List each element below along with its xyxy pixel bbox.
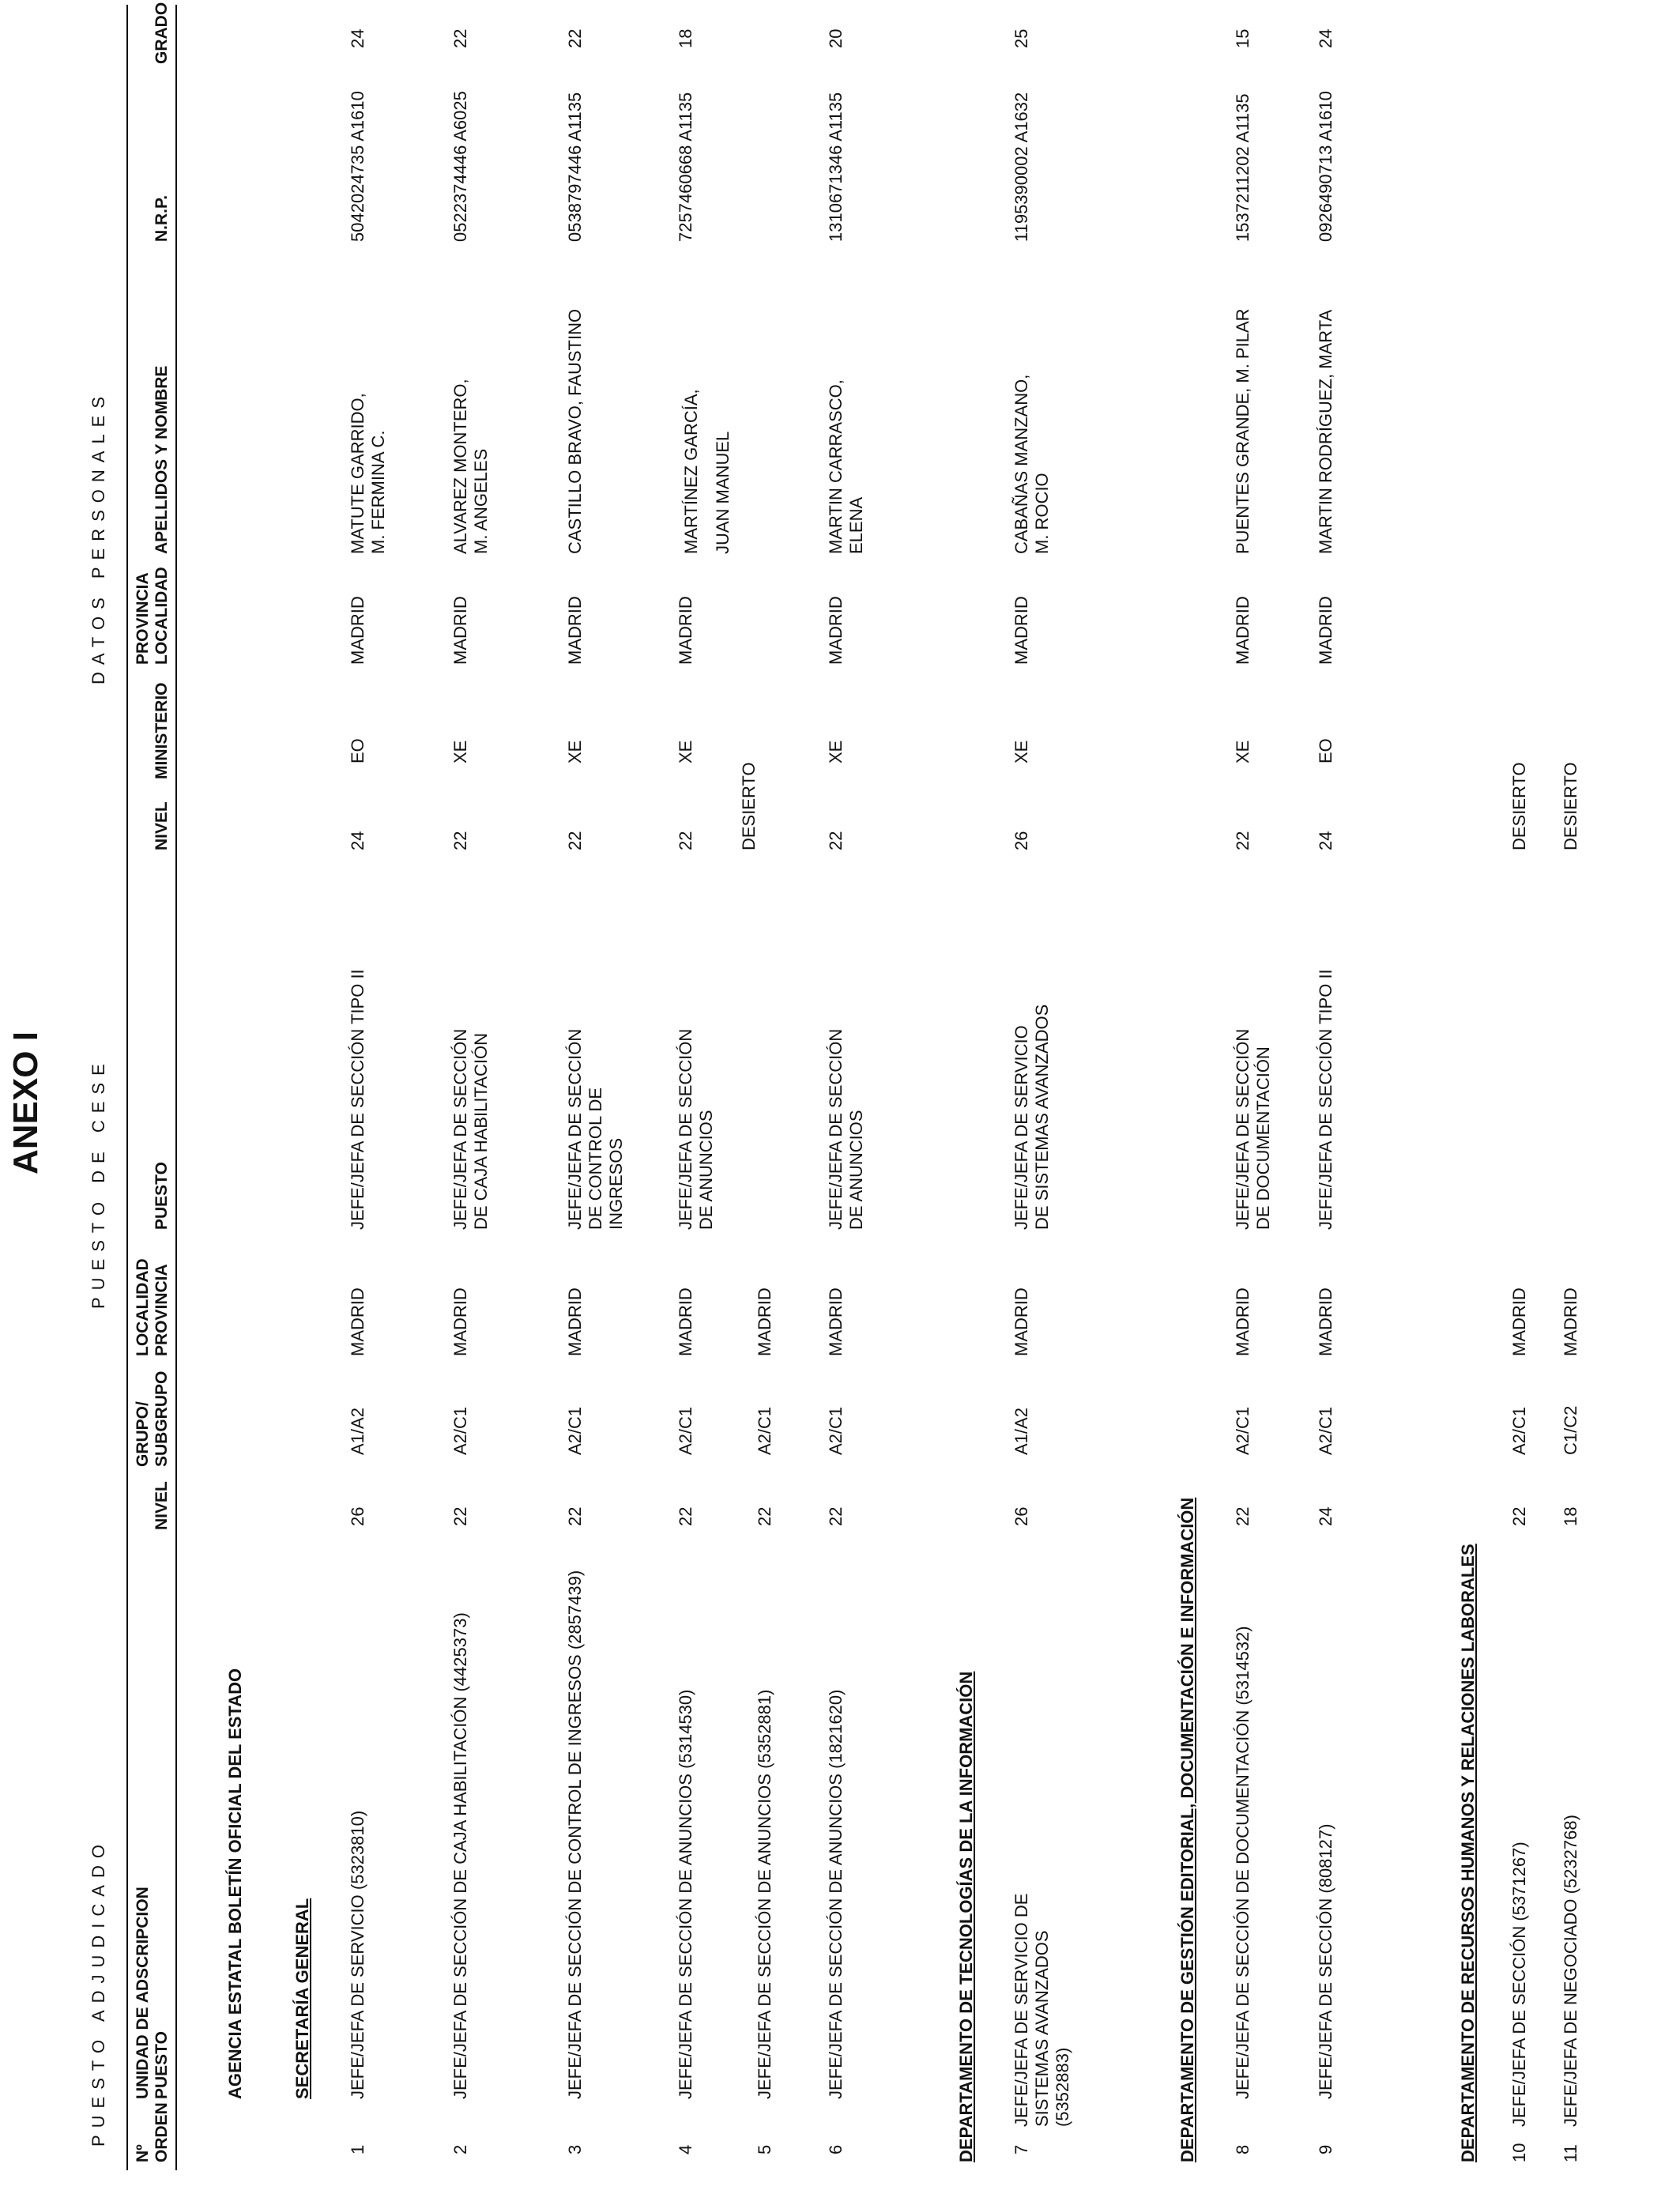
row-8-provincia: MADRID	[1233, 596, 1252, 665]
row-2-nivel: 22	[450, 1506, 470, 1526]
row-1-n: 1	[348, 2144, 367, 2154]
row-11-puesto: JEFE/JEFA DE NEGOCIADO (5232768)	[1561, 1815, 1580, 2127]
row-9-puesto: JEFE/JEFA DE SECCIÓN (808127)	[1316, 1823, 1335, 2099]
row-8-n: 8	[1233, 2144, 1252, 2154]
row-5-n: 5	[755, 2144, 774, 2154]
row-2-puesto: JEFE/JEFA DE SECCIÓN DE CAJA HABILITACIÓN (4425373)	[450, 1612, 470, 2099]
row-10-grupo: A2/C1	[1509, 1406, 1529, 1455]
row-2-localidad: MADRID	[450, 1287, 470, 1356]
header-rule-top	[126, 5, 128, 2170]
row-9-ministerio: EO	[1316, 738, 1335, 763]
row-3-localidad: MADRID	[565, 1287, 585, 1356]
row-5-desierto: DESIERTO	[739, 762, 759, 850]
row-2-cese-nivel: 22	[450, 831, 470, 850]
row-8-ministerio: XE	[1233, 740, 1252, 763]
header-grado: GRADO	[153, 2, 171, 64]
row-4-nombre: MARTÍNEZ GARCÍA, JUAN MANUEL	[681, 389, 733, 554]
row-4-nrp: 7257460668 A1135	[676, 92, 695, 242]
header-unidad-1: UNIDAD DE ADSCRIPCION	[134, 1887, 152, 2099]
row-6-puesto: JEFE/JEFA DE SECCIÓN DE ANUNCIOS (1821620)	[826, 1689, 846, 2099]
row-10-nivel: 22	[1509, 1506, 1529, 1526]
row-6-n: 6	[826, 2144, 846, 2154]
header-nrp: N.R.P.	[153, 194, 171, 242]
header-provincia-1: PROVINCIA	[134, 572, 152, 665]
row-6-provincia: MADRID	[826, 596, 846, 665]
row-9-localidad: MADRID	[1316, 1287, 1335, 1356]
row-6-cese-nivel: 22	[826, 831, 846, 850]
row-10-localidad: MADRID	[1509, 1287, 1529, 1356]
row-10-n: 10	[1509, 2143, 1529, 2162]
header-orden-1: Nº	[134, 2144, 152, 2162]
row-9-provincia: MADRID	[1316, 596, 1335, 665]
row-1-nrp: 5042024735 A1610	[348, 91, 367, 242]
header-rule-bottom	[175, 5, 177, 2170]
row-3-grupo: A2/C1	[565, 1406, 585, 1455]
row-6-cese-puesto: JEFE/JEFA DE SECCIÓN DE ANUNCIOS	[826, 1028, 866, 1230]
row-8-nombre: PUENTES GRANDE, M. PILAR	[1233, 308, 1252, 554]
row-1-ministerio: EO	[348, 738, 367, 763]
row-4-cese-puesto: JEFE/JEFA DE SECCIÓN DE ANUNCIOS	[676, 1028, 716, 1230]
row-8-nivel: 22	[1233, 1506, 1252, 1526]
section-gestion: DEPARTAMENTO DE GESTIÓN EDITORIAL, DOCUMENTACIÓN E INFORMACIÓN	[1177, 1497, 1197, 2162]
row-1-nombre: MATUTE GARRIDO, M. FERMINA C.	[348, 393, 388, 554]
row-2-grado: 22	[450, 28, 470, 48]
row-7-nivel: 26	[1011, 1506, 1031, 1526]
row-7-nombre: CABAÑAS MANZANO, M. ROCIO	[1011, 374, 1052, 554]
row-2-ministerio: XE	[450, 740, 470, 763]
row-4-n: 4	[676, 2144, 695, 2154]
row-9-n: 9	[1316, 2144, 1335, 2154]
row-9-cese-nivel: 24	[1316, 831, 1335, 850]
row-5-grupo: A2/C1	[755, 1406, 774, 1455]
header-ministerio: MINISTERIO	[153, 682, 171, 779]
row-1-nivel: 26	[348, 1506, 367, 1526]
row-5-nivel: 22	[755, 1506, 774, 1526]
header-nivel-cese: NIVEL	[153, 801, 171, 850]
header-localidad-2: PROVINCIA	[153, 1264, 171, 1356]
header-nivel: NIVEL	[153, 1481, 171, 1530]
row-5-localidad: MADRID	[755, 1287, 774, 1356]
row-4-cese-nivel: 22	[676, 831, 695, 850]
row-7-ministerio: XE	[1011, 740, 1031, 763]
section-rrhh: DEPARTAMENTO DE RECURSOS HUMANOS Y RELACIONES LABORALES	[1458, 1544, 1478, 2162]
header-localidad-1: LOCALIDAD	[134, 1258, 152, 1356]
row-8-cese-nivel: 22	[1233, 831, 1252, 850]
row-7-grupo: A1/A2	[1011, 1408, 1031, 1455]
row-2-n: 2	[450, 2144, 470, 2154]
row-3-grado: 22	[565, 28, 585, 48]
row-3-ministerio: XE	[565, 740, 585, 763]
row-1-cese-puesto: JEFE/JEFA DE SECCIÓN TIPO II	[348, 969, 367, 1230]
row-1-puesto: JEFE/JEFA DE SERVICIO (5323810)	[348, 1810, 367, 2099]
row-4-provincia: MADRID	[676, 596, 695, 665]
row-7-grado: 25	[1011, 28, 1031, 48]
row-4-ministerio: XE	[676, 740, 695, 763]
row-7-cese-nivel: 26	[1011, 831, 1031, 850]
row-6-grupo: A2/C1	[826, 1406, 846, 1455]
row-2-cese-puesto: JEFE/JEFA DE SECCIÓN DE CAJA HABILITACIÓN	[450, 1028, 491, 1230]
row-8-cese-puesto: JEFE/JEFA DE SECCIÓN DE DOCUMENTACIÓN	[1233, 1028, 1273, 1230]
row-8-localidad: MADRID	[1233, 1287, 1252, 1356]
row-3-nrp: 0538797446 A1135	[565, 92, 585, 242]
row-4-nivel: 22	[676, 1506, 695, 1526]
row-2-nombre: ALVAREZ MONTERO, M. ANGELES	[450, 379, 491, 554]
group-puesto-cese: PUESTO DE CESE	[89, 1057, 108, 1309]
row-3-cese-puesto: JEFE/JEFA DE SECCIÓN DE CONTROL DE INGRESOS	[565, 1028, 626, 1230]
row-4-grupo: A2/C1	[676, 1406, 695, 1455]
section-tecnologias: DEPARTAMENTO DE TECNOLOGÍAS DE LA INFORMACIÓN	[956, 1671, 976, 2162]
row-11-desierto: DESIERTO	[1561, 762, 1580, 850]
row-6-grado: 20	[826, 28, 846, 48]
row-1-grupo: A1/A2	[348, 1408, 367, 1455]
row-6-nrp: 1310671346 A1135	[826, 92, 846, 242]
row-8-grado: 15	[1233, 28, 1252, 48]
row-2-provincia: MADRID	[450, 596, 470, 665]
group-datos-personales: DATOS PERSONALES	[89, 389, 108, 684]
row-11-grupo: C1/C2	[1561, 1405, 1580, 1455]
row-6-ministerio: XE	[826, 740, 846, 763]
row-3-n: 3	[565, 2144, 585, 2154]
row-11-nivel: 18	[1561, 1506, 1580, 1526]
row-8-grupo: A2/C1	[1233, 1406, 1252, 1455]
row-6-localidad: MADRID	[826, 1287, 846, 1356]
header-provincia-2: LOCALIDAD	[153, 567, 171, 665]
row-1-provincia: MADRID	[348, 596, 367, 665]
section-secretaria: SECRETARÍA GENERAL	[292, 1898, 312, 2099]
agency-title: AGENCIA ESTATAL BOLETÍN OFICIAL DEL ESTADO	[225, 1668, 245, 2099]
row-10-desierto: DESIERTO	[1509, 762, 1529, 850]
row-3-provincia: MADRID	[565, 596, 585, 665]
row-1-grado: 24	[348, 28, 367, 48]
row-2-grupo: A2/C1	[450, 1406, 470, 1455]
group-puesto-adjudicado: PUESTO ADJUDICADO	[89, 1838, 108, 2147]
row-9-nrp: 0926490713 A1610	[1316, 91, 1335, 242]
row-7-provincia: MADRID	[1011, 596, 1031, 665]
row-7-puesto: JEFE/JEFA DE SERVICIO DE SISTEMAS AVANZADOS (5352883)	[1011, 1893, 1072, 2127]
row-3-cese-nivel: 22	[565, 831, 585, 850]
row-7-n: 7	[1011, 2144, 1031, 2154]
row-9-cese-puesto: JEFE/JEFA DE SECCIÓN TIPO II	[1316, 969, 1335, 1230]
row-3-nivel: 22	[565, 1506, 585, 1526]
row-7-nrp: 1195390002 A1632	[1011, 92, 1031, 242]
row-9-grupo: A2/C1	[1316, 1406, 1335, 1455]
header-orden-2: ORDEN	[153, 2102, 171, 2162]
row-3-puesto: JEFE/JEFA DE SECCIÓN DE CONTROL DE INGRESOS (2857439)	[565, 1570, 585, 2099]
row-9-nivel: 24	[1316, 1506, 1335, 1526]
row-11-n: 11	[1561, 2144, 1580, 2162]
row-3-nombre: CASTILLO BRAVO, FAUSTINO	[565, 308, 585, 554]
row-10-puesto: JEFE/JEFA DE SECCIÓN (5371267)	[1509, 1842, 1529, 2127]
row-11-localidad: MADRID	[1561, 1287, 1580, 1356]
row-7-localidad: MADRID	[1011, 1287, 1031, 1356]
row-9-nombre: MARTIN RODRÍGUEZ, MARTA	[1316, 309, 1335, 554]
row-8-puesto: JEFE/JEFA DE SECCIÓN DE DOCUMENTACIÓN (5314532)	[1233, 1626, 1252, 2099]
header-unidad-2: PUESTO	[153, 2031, 171, 2099]
row-4-grado: 18	[676, 28, 695, 48]
row-6-nombre: MARTIN CARRASCO, ELENA	[826, 379, 866, 554]
row-1-localidad: MADRID	[348, 1287, 367, 1356]
header-grupo-1: GRUPO/	[134, 1401, 152, 1467]
row-7-cese-puesto: JEFE/JEFA DE SERVICIO DE SISTEMAS AVANZADOS	[1011, 1004, 1052, 1230]
row-9-grado: 24	[1316, 28, 1335, 48]
row-2-nrp: 0522374446 A6025	[450, 91, 470, 242]
row-5-puesto: JEFE/JEFA DE SECCIÓN DE ANUNCIOS (5352881)	[755, 1689, 774, 2099]
row-8-nrp: 1537211202 A1135	[1233, 93, 1252, 242]
header-puesto-cese: PUESTO	[153, 1162, 171, 1230]
row-6-nivel: 22	[826, 1506, 846, 1526]
row-1-cese-nivel: 24	[348, 831, 367, 850]
header-grupo-2: SUBGRUPO	[153, 1370, 171, 1467]
row-4-localidad: MADRID	[676, 1287, 695, 1356]
row-4-puesto: JEFE/JEFA DE SECCIÓN DE ANUNCIOS (5314530)	[676, 1689, 695, 2099]
page-title: ANEXO I	[6, 1031, 45, 1174]
header-apellidos: APELLIDOS Y NOMBRE	[153, 365, 171, 554]
